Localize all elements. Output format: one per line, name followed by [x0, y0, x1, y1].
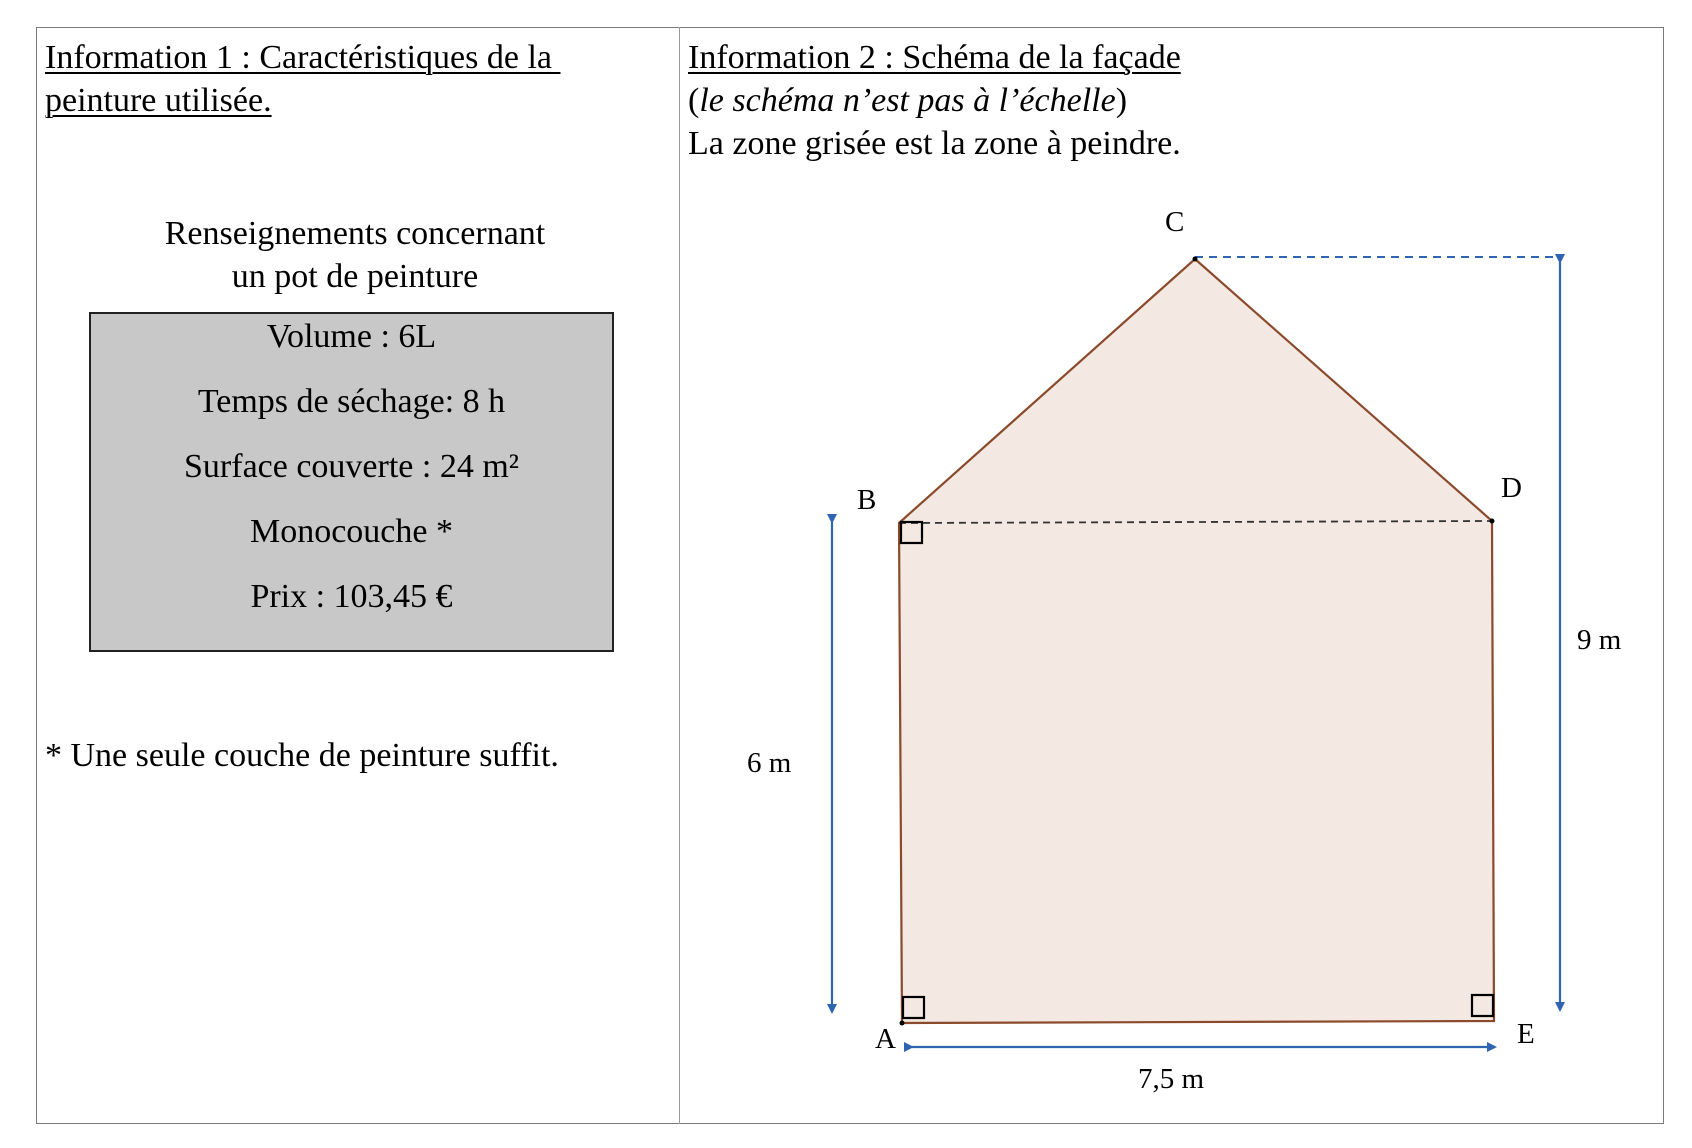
label-total-height: 9 m — [1577, 624, 1622, 656]
spec-volume: Volume : 6L — [266, 318, 437, 355]
vertex-d-dot — [1490, 519, 1495, 524]
label-point-d: D — [1501, 472, 1522, 504]
note-paren-open: ( — [688, 82, 700, 119]
note-paren-close: ) — [1115, 82, 1128, 119]
label-point-c: C — [1165, 206, 1185, 238]
spec-price: Prix : 103,45 € — [250, 578, 453, 615]
label-point-b: B — [857, 484, 877, 516]
spec-drying-time: Temps de séchage: 8 h — [197, 383, 506, 420]
info1-title-line1: Information 1 : Caractéristiques de la — [45, 39, 561, 76]
vertex-c-dot — [1193, 257, 1198, 262]
info1-title-line2: peinture utilisée. — [45, 82, 272, 119]
vertex-a-dot — [900, 1021, 905, 1026]
label-point-e: E — [1517, 1018, 1535, 1050]
label-point-a: A — [875, 1023, 896, 1055]
info2-title: Information 2 : Schéma de la façade — [688, 39, 1181, 76]
label-left-height: 6 m — [747, 747, 792, 779]
footnote: * Une seule couche de peinture suffit. — [45, 737, 559, 774]
label-width: 7,5 m — [1138, 1063, 1205, 1095]
spec-monocouche: Monocouche * — [249, 513, 453, 550]
paint-box-heading-line2: un pot de peinture — [231, 258, 479, 295]
note-italic: le schéma n’est pas à l’échelle — [699, 82, 1116, 119]
paint-box-heading-line1: Renseignements concernant — [164, 215, 546, 252]
spec-surface: Surface couverte : 24 m² — [184, 448, 519, 485]
info2-subtitle: La zone grisée est la zone à peindre. — [688, 125, 1181, 162]
facade-shape — [899, 259, 1494, 1023]
